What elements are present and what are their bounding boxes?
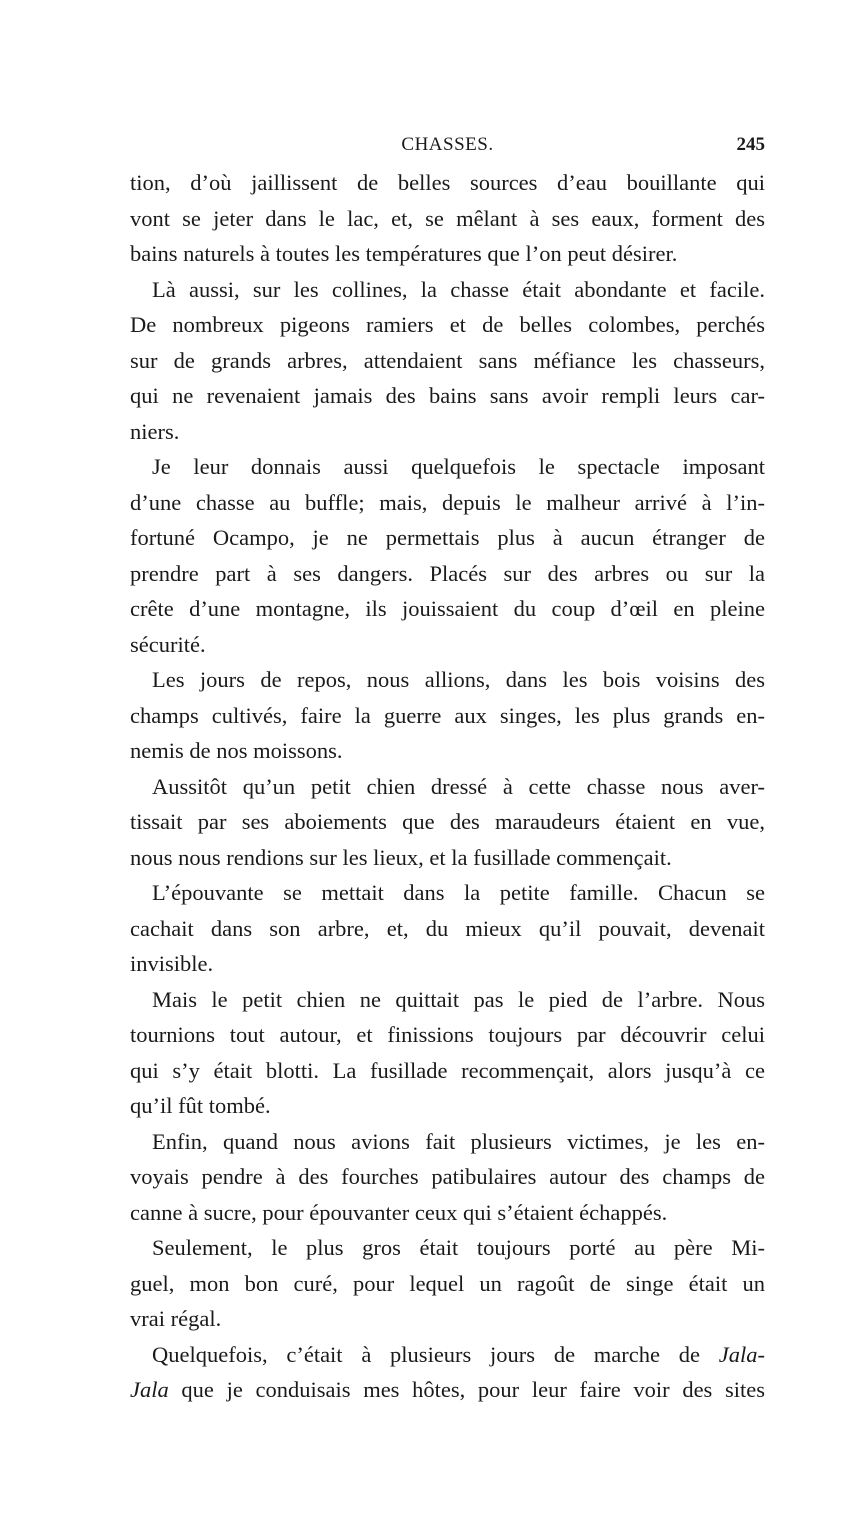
- text-line: [130, 1266, 765, 1302]
- text-segment: guel, mon bon curé, pour lequel un ragoût de singe était un: [130, 1270, 765, 1296]
- text-segment: De nombreux pigeons ramiers et de belles colombes, perchés: [130, 312, 765, 337]
- text-line: [130, 627, 765, 663]
- text-segment: canne à sucre, pour épouvanter ceux qui s’étaient échappés.: [130, 1199, 668, 1225]
- body-text: [130, 165, 765, 1408]
- text-segment: sur de grands arbres, attendaient sans méfiance les chasseurs,: [130, 347, 765, 373]
- text-line: [130, 236, 765, 272]
- text-segment: voyais pendre à des fourches patibulaires autour des champs de: [130, 1164, 765, 1189]
- text-line: [130, 449, 765, 485]
- text-segment: prendre part à ses dangers. Placés sur des arbres ou sur la: [130, 560, 765, 586]
- page-number: 245: [736, 134, 765, 155]
- text-segment: que je conduisais mes hôtes, pour leur faire voir des sites: [168, 1377, 765, 1402]
- text-line: [130, 662, 765, 698]
- text-line: [130, 1017, 765, 1053]
- text-segment: tournions tout autour, et finissions toujours par découvrir celui: [130, 1022, 765, 1047]
- text-line: [130, 698, 765, 734]
- text-segment: sécurité.: [130, 631, 206, 657]
- text-segment: vrai régal.: [130, 1306, 222, 1331]
- text-line: [130, 1230, 765, 1266]
- text-line: [130, 1337, 765, 1373]
- text-segment: fortuné Ocampo, je ne permettais plus à aucun étranger de: [130, 525, 765, 550]
- text-segment: bains naturels à toutes les températures que l’on peut désirer.: [130, 241, 678, 266]
- text-segment: qui s’y était blotti. La fusillade recommençait, alors jusqu’à ce: [130, 1057, 765, 1083]
- text-line: [130, 1159, 765, 1195]
- text-line: [130, 201, 765, 237]
- text-line: [130, 591, 765, 627]
- text-segment: vont se jeter dans le lac, et, se mêlant à ses eaux, forment des: [130, 205, 765, 231]
- text-line: [130, 414, 765, 450]
- running-title: CHASSES.: [401, 134, 494, 155]
- text-segment: nemis de nos moissons.: [130, 738, 343, 763]
- text-line: [130, 769, 765, 805]
- text-line: [130, 911, 765, 947]
- text-line: [130, 556, 765, 592]
- text-segment: cachait dans son arbre, et, du mieux qu’il pouvait, devenait: [130, 915, 765, 941]
- page-header: [130, 134, 765, 164]
- text-segment: Seulement, le plus gros était toujours porté au père Mi-: [152, 1235, 765, 1260]
- text-segment: crête d’une montagne, ils jouissaient du coup d’œil en pleine: [130, 596, 765, 621]
- text-line: [130, 520, 765, 556]
- text-line: [130, 1088, 765, 1124]
- text-line: [130, 1195, 765, 1231]
- text-segment: nous nous rendions sur les lieux, et la fusillade commençait.: [130, 844, 672, 870]
- text-segment: invisible.: [130, 951, 214, 976]
- text-line: [130, 485, 765, 521]
- text-segment: tissait par ses aboiements que des maraudeurs étaient en vue,: [130, 809, 765, 834]
- text-line: [130, 307, 765, 343]
- text-segment: tion, d’où jaillissent de belles sources d’eau bouillante qui: [130, 170, 765, 195]
- italic-text: Jala-: [718, 1341, 765, 1367]
- text-segment: champs cultivés, faire la guerre aux singes, les plus grands en-: [130, 702, 765, 728]
- text-segment: qu’il fût tombé.: [130, 1093, 271, 1118]
- text-line: [130, 1301, 765, 1337]
- text-line: [130, 272, 765, 308]
- text-segment: qui ne revenaient jamais des bains sans avoir rempli leurs car-: [130, 383, 765, 408]
- text-line: [130, 982, 765, 1018]
- text-segment: d’une chasse au buffle; mais, depuis le malheur arrivé à l’in-: [130, 489, 765, 515]
- text-line: [130, 1124, 765, 1160]
- text-line: [130, 1053, 765, 1089]
- text-line: [130, 804, 765, 840]
- text-segment: Je leur donnais aussi quelquefois le spectacle imposant: [152, 454, 765, 479]
- text-segment: niers.: [130, 418, 180, 444]
- text-segment: Mais le petit chien ne quittait pas le pied de l’arbre. Nous: [152, 986, 765, 1012]
- text-line: [130, 165, 765, 201]
- text-segment: Enfin, quand nous avions fait plusieurs victimes, je les en-: [152, 1128, 765, 1154]
- text-segment: Aussitôt qu’un petit chien dressé à cette chasse nous aver-: [152, 773, 765, 799]
- text-segment: Les jours de repos, nous allions, dans les bois voisins des: [152, 667, 765, 692]
- italic-text: Jala: [130, 1377, 169, 1402]
- text-line: [130, 946, 765, 982]
- text-segment: Quelquefois, c’était à plusieurs jours de marche de: [152, 1341, 719, 1367]
- text-segment: Là aussi, sur les collines, la chasse était abondante et facile.: [152, 276, 765, 302]
- text-line: [130, 875, 765, 911]
- text-line: [130, 733, 765, 769]
- text-line: [130, 840, 765, 876]
- text-segment: L’épouvante se mettait dans la petite famille. Chacun se: [152, 880, 765, 905]
- text-line: [130, 343, 765, 379]
- text-line: [130, 378, 765, 414]
- text-line: [130, 1372, 765, 1408]
